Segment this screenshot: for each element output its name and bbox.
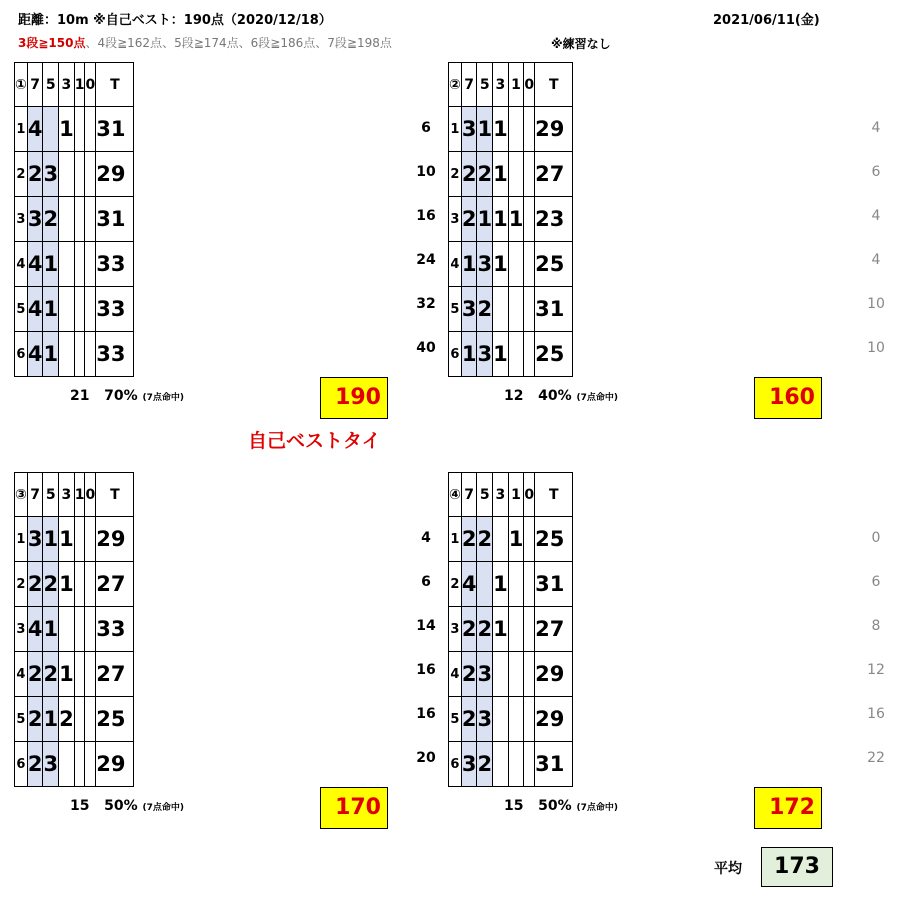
side-count: 22 [867, 750, 885, 766]
count-cell-0 [524, 607, 535, 652]
row-total: 33 [96, 287, 134, 332]
table-row [449, 517, 573, 562]
table-row [15, 517, 134, 562]
count-cell-3: 1 [59, 107, 75, 152]
count-cell-5: 2 [43, 197, 59, 242]
count-cell-7: 2 [27, 652, 43, 697]
hit-note: (7点命中) [142, 803, 184, 813]
count-cell-5: 2 [477, 287, 493, 332]
row-total: 31 [96, 107, 134, 152]
table-row [449, 332, 573, 377]
row-number: 2 [449, 152, 462, 197]
count-cell-3: 1 [493, 242, 509, 287]
hit-note: (7点命中) [142, 393, 184, 403]
row-total: 25 [535, 332, 573, 377]
hit-count: 15 [70, 798, 90, 814]
count-cell-1: 1 [508, 197, 524, 242]
count-cell-3: 1 [59, 562, 75, 607]
column-header: 3 [493, 63, 509, 107]
count-cell-5 [477, 562, 493, 607]
count-cell-3 [493, 742, 509, 787]
count-cell-7: 1 [461, 332, 477, 377]
table-row [15, 242, 134, 287]
count-cell-1 [74, 242, 85, 287]
count-cell-5: 1 [477, 197, 493, 242]
column-header: T [96, 63, 134, 107]
count-cell-3: 1 [493, 197, 509, 242]
row-number: 1 [15, 517, 28, 562]
hit-summary [70, 388, 184, 404]
score-table [448, 62, 573, 377]
table-row [15, 562, 134, 607]
side-count: 6 [871, 164, 881, 180]
count-cell-3: 1 [59, 517, 75, 562]
average-label: 平均 [714, 861, 742, 877]
table-row [449, 652, 573, 697]
count-cell-7: 4 [27, 107, 43, 152]
table-row [449, 697, 573, 742]
hit-summary [504, 798, 618, 814]
count-cell-3: 1 [493, 152, 509, 197]
cumulative-count: 10 [416, 164, 436, 180]
row-total: 33 [96, 242, 134, 287]
count-cell-3 [59, 152, 75, 197]
count-cell-7: 4 [27, 287, 43, 332]
row-number: 1 [15, 107, 28, 152]
count-cell-7: 2 [27, 742, 43, 787]
side-count: 10 [867, 296, 885, 312]
side-count: 4 [871, 208, 881, 224]
count-cell-0 [524, 197, 535, 242]
table-row [15, 697, 134, 742]
hit-summary [504, 388, 618, 404]
cumulative-count: 16 [416, 208, 436, 224]
count-cell-5: 1 [43, 517, 59, 562]
count-cell-3 [493, 652, 509, 697]
header-distance-best: 距離：10m ※自己ベスト：190点（2020/12/18） [18, 13, 332, 28]
row-number: 4 [15, 242, 28, 287]
side-count: 12 [867, 662, 885, 678]
count-cell-5: 1 [43, 287, 59, 332]
cumulative-count: 20 [416, 750, 436, 766]
set-total: 172 [754, 787, 822, 829]
count-cell-0 [85, 332, 96, 377]
table-row [449, 197, 573, 242]
row-total: 29 [96, 152, 134, 197]
count-cell-1 [508, 652, 524, 697]
count-cell-1 [74, 607, 85, 652]
count-cell-1 [508, 697, 524, 742]
column-header: 5 [43, 473, 59, 517]
count-cell-5: 2 [477, 517, 493, 562]
column-header: 5 [43, 63, 59, 107]
row-total: 27 [535, 607, 573, 652]
score-table [448, 472, 573, 787]
count-cell-3 [59, 332, 75, 377]
count-cell-0 [524, 107, 535, 152]
table-row [449, 287, 573, 332]
count-cell-1 [74, 287, 85, 332]
average-score: 173 [761, 847, 833, 887]
column-header: 3 [59, 473, 75, 517]
count-cell-3 [493, 287, 509, 332]
row-number: 2 [449, 562, 462, 607]
side-count: 6 [871, 574, 881, 590]
count-cell-1: 1 [508, 517, 524, 562]
column-header: 3 [59, 63, 75, 107]
row-total: 29 [535, 107, 573, 152]
column-header: 7 [27, 473, 43, 517]
count-cell-5: 3 [477, 242, 493, 287]
side-count: 10 [867, 340, 885, 356]
count-cell-7: 3 [461, 107, 477, 152]
hit-count: 15 [504, 798, 524, 814]
column-header: T [96, 473, 134, 517]
side-count: 4 [871, 120, 881, 136]
table-row [15, 742, 134, 787]
side-count: 4 [871, 252, 881, 268]
table-row [15, 607, 134, 652]
row-number: 4 [449, 652, 462, 697]
count-cell-7: 2 [27, 562, 43, 607]
count-cell-1 [508, 152, 524, 197]
table-row [449, 562, 573, 607]
count-cell-1 [74, 152, 85, 197]
cumulative-count: 6 [421, 120, 431, 136]
count-cell-7: 4 [27, 242, 43, 287]
row-total: 27 [96, 652, 134, 697]
count-cell-7: 2 [461, 152, 477, 197]
set-total: 190 [320, 377, 388, 419]
count-cell-0 [524, 652, 535, 697]
cumulative-count: 6 [421, 574, 431, 590]
count-cell-0 [524, 562, 535, 607]
row-number: 4 [15, 652, 28, 697]
count-cell-7: 2 [461, 697, 477, 742]
count-cell-0 [85, 152, 96, 197]
column-header: 7 [27, 63, 43, 107]
count-cell-3: 1 [59, 652, 75, 697]
count-cell-3 [59, 742, 75, 787]
score-table [14, 62, 134, 377]
count-cell-1 [508, 562, 524, 607]
table-row [449, 607, 573, 652]
count-cell-5: 3 [477, 652, 493, 697]
count-cell-0 [524, 742, 535, 787]
row-number: 2 [15, 152, 28, 197]
row-number: 6 [15, 742, 28, 787]
row-number: 6 [449, 332, 462, 377]
count-cell-5: 3 [43, 152, 59, 197]
row-number: 5 [449, 287, 462, 332]
count-cell-1 [508, 332, 524, 377]
rank-requirement-3dan: 3段≧150点 [18, 36, 86, 50]
row-total: 33 [96, 607, 134, 652]
hit-percent: 50% [538, 798, 572, 814]
count-cell-5: 3 [477, 697, 493, 742]
set-label: ③ [15, 473, 28, 517]
count-cell-7: 2 [27, 697, 43, 742]
count-cell-3 [59, 287, 75, 332]
count-cell-0 [524, 517, 535, 562]
table-row [449, 242, 573, 287]
count-cell-5: 1 [43, 332, 59, 377]
column-header: 5 [477, 63, 493, 107]
set-label: ② [449, 63, 462, 107]
count-cell-5: 2 [477, 742, 493, 787]
count-cell-1 [74, 107, 85, 152]
column-header: 7 [461, 63, 477, 107]
count-cell-7: 2 [461, 652, 477, 697]
column-header: 3 [493, 473, 509, 517]
no-practice-note: ※練習なし [551, 37, 611, 51]
count-cell-1 [508, 742, 524, 787]
column-header: 0 [524, 473, 535, 517]
row-total: 33 [96, 332, 134, 377]
count-cell-1 [74, 652, 85, 697]
table-row [15, 652, 134, 697]
row-number: 5 [449, 697, 462, 742]
count-cell-7: 3 [27, 517, 43, 562]
row-number: 4 [449, 242, 462, 287]
rank-requirement-others: 、4段≧162点、5段≧174点、6段≧186点、7段≧198点 [85, 36, 392, 50]
count-cell-3: 1 [493, 607, 509, 652]
row-total: 25 [96, 697, 134, 742]
count-cell-7: 3 [461, 742, 477, 787]
count-cell-5: 3 [477, 332, 493, 377]
count-cell-3 [59, 242, 75, 287]
table-row [15, 197, 134, 242]
row-number: 1 [449, 107, 462, 152]
count-cell-1 [74, 697, 85, 742]
count-cell-7: 1 [461, 242, 477, 287]
table-row [449, 107, 573, 152]
count-cell-7: 2 [461, 607, 477, 652]
column-header: 1 [74, 63, 85, 107]
side-count: 16 [867, 706, 885, 722]
count-cell-3: 1 [493, 562, 509, 607]
count-cell-0 [85, 242, 96, 287]
row-total: 27 [96, 562, 134, 607]
count-cell-5: 1 [43, 607, 59, 652]
cumulative-count: 14 [416, 618, 436, 634]
column-header: 0 [524, 63, 535, 107]
count-cell-0 [85, 197, 96, 242]
side-count: 8 [871, 618, 881, 634]
count-cell-1 [74, 332, 85, 377]
cumulative-count: 16 [416, 662, 436, 678]
count-cell-5 [43, 107, 59, 152]
count-cell-7: 4 [27, 607, 43, 652]
column-header: 1 [508, 473, 524, 517]
side-count: 0 [871, 530, 881, 546]
count-cell-7: 2 [461, 197, 477, 242]
count-cell-7: 3 [461, 287, 477, 332]
row-number: 3 [449, 607, 462, 652]
row-total: 31 [96, 197, 134, 242]
cumulative-count: 40 [416, 340, 436, 356]
cumulative-count: 24 [416, 252, 436, 268]
column-header: T [535, 63, 573, 107]
count-cell-7: 4 [461, 562, 477, 607]
count-cell-1 [74, 517, 85, 562]
row-total: 25 [535, 242, 573, 287]
set-total: 160 [754, 377, 822, 419]
row-number: 3 [15, 607, 28, 652]
count-cell-0 [524, 332, 535, 377]
column-header: T [535, 473, 573, 517]
count-cell-1 [74, 197, 85, 242]
count-cell-3: 1 [493, 332, 509, 377]
count-cell-5: 1 [43, 242, 59, 287]
count-cell-7: 2 [461, 517, 477, 562]
rank-requirements [18, 34, 392, 51]
count-cell-0 [85, 652, 96, 697]
count-cell-0 [85, 697, 96, 742]
row-total: 29 [535, 652, 573, 697]
count-cell-1 [74, 742, 85, 787]
hit-percent: 40% [538, 388, 572, 404]
count-cell-5: 2 [477, 607, 493, 652]
row-number: 2 [15, 562, 28, 607]
score-table [14, 472, 134, 787]
row-number: 6 [15, 332, 28, 377]
count-cell-0 [85, 287, 96, 332]
row-number: 6 [449, 742, 462, 787]
count-cell-3 [493, 517, 509, 562]
row-total: 29 [535, 697, 573, 742]
hit-count: 12 [504, 388, 524, 404]
count-cell-5: 1 [43, 697, 59, 742]
hit-summary [70, 798, 184, 814]
row-total: 31 [535, 742, 573, 787]
hit-percent: 70% [104, 388, 138, 404]
count-cell-1 [74, 562, 85, 607]
column-header: 5 [477, 473, 493, 517]
row-total: 27 [535, 152, 573, 197]
row-total: 29 [96, 517, 134, 562]
row-number: 5 [15, 287, 28, 332]
count-cell-5: 2 [43, 652, 59, 697]
count-cell-3 [59, 607, 75, 652]
column-header: 0 [85, 473, 96, 517]
hit-note: (7点命中) [576, 393, 618, 403]
count-cell-5: 2 [477, 152, 493, 197]
row-number: 1 [449, 517, 462, 562]
column-header: 7 [461, 473, 477, 517]
count-cell-3 [493, 697, 509, 742]
set-label: ① [15, 63, 28, 107]
table-row [449, 742, 573, 787]
table-row [449, 152, 573, 197]
count-cell-7: 4 [27, 332, 43, 377]
count-cell-0 [85, 607, 96, 652]
count-cell-0 [85, 517, 96, 562]
set-total: 170 [320, 787, 388, 829]
table-row [15, 332, 134, 377]
row-total: 31 [535, 287, 573, 332]
cumulative-count: 16 [416, 706, 436, 722]
count-cell-5: 2 [43, 562, 59, 607]
hit-percent: 50% [104, 798, 138, 814]
count-cell-5: 3 [43, 742, 59, 787]
column-header: 0 [85, 63, 96, 107]
count-cell-1 [508, 607, 524, 652]
cumulative-count: 32 [416, 296, 436, 312]
count-cell-3: 1 [493, 107, 509, 152]
header-date: 2021/06/11(金) [713, 13, 820, 28]
row-number: 3 [449, 197, 462, 242]
row-number: 5 [15, 697, 28, 742]
hit-note: (7点命中) [576, 803, 618, 813]
table-row [15, 152, 134, 197]
count-cell-1 [508, 287, 524, 332]
count-cell-0 [85, 742, 96, 787]
count-cell-0 [524, 697, 535, 742]
count-cell-7: 3 [27, 197, 43, 242]
count-cell-0 [85, 562, 96, 607]
count-cell-0 [524, 152, 535, 197]
count-cell-0 [85, 107, 96, 152]
count-cell-1 [508, 242, 524, 287]
row-total: 23 [535, 197, 573, 242]
hit-count: 21 [70, 388, 90, 404]
cumulative-count: 4 [421, 530, 431, 546]
count-cell-0 [524, 242, 535, 287]
table-row [15, 287, 134, 332]
count-cell-1 [508, 107, 524, 152]
row-number: 3 [15, 197, 28, 242]
count-cell-3: 2 [59, 697, 75, 742]
count-cell-5: 1 [477, 107, 493, 152]
row-total: 31 [535, 562, 573, 607]
column-header: 1 [74, 473, 85, 517]
set-label: ④ [449, 473, 462, 517]
column-header: 1 [508, 63, 524, 107]
count-cell-0 [524, 287, 535, 332]
count-cell-7: 2 [27, 152, 43, 197]
personal-best-tie-note: 自己ベストタイ [248, 430, 381, 452]
row-total: 29 [96, 742, 134, 787]
table-row [15, 107, 134, 152]
count-cell-3 [59, 197, 75, 242]
row-total: 25 [535, 517, 573, 562]
